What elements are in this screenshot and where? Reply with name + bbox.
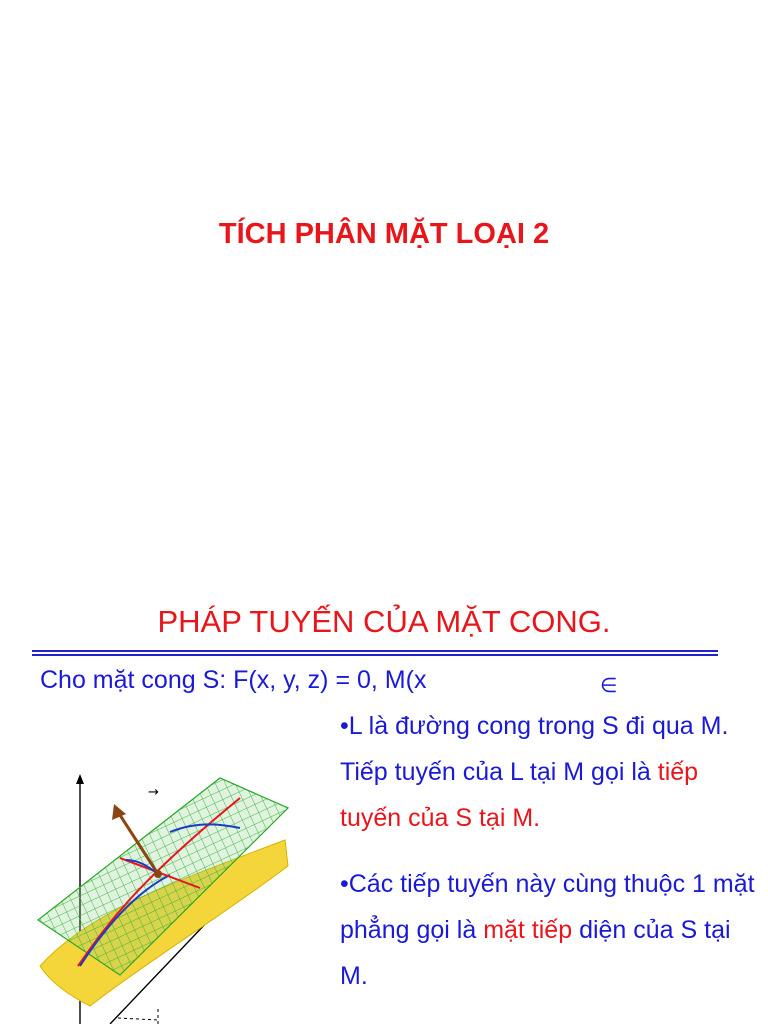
bullet-highlight: mặt tiếp: [483, 916, 573, 944]
element-of-symbol: ∈: [600, 675, 618, 697]
heading-rule-bottom: [32, 654, 718, 656]
projection-line: [118, 1018, 158, 1020]
bullet-highlight: tiếp tuyến của S tại M.: [340, 758, 699, 832]
intro-text: Cho mặt cong S: F(x, y, z) = 0, M(x: [40, 666, 427, 694]
heading-rule-top: [32, 650, 718, 652]
bullet-text-after: diện của S tại M.: [340, 916, 731, 990]
point-m: [154, 870, 162, 878]
bullet-text: •L là đường cong trong S đi qua M. Tiếp tuyến của L tại M gọi là: [340, 712, 729, 786]
slide-title: TÍCH PHÂN MẶT LOẠI 2: [218, 218, 550, 250]
bullet-text: •Các tiếp tuyến này cùng thuộc 1 mặt phẳng gọi là: [340, 870, 755, 944]
normal-vector-arrowhead: [112, 804, 126, 820]
bullet-tangent-line: [340, 703, 765, 841]
bullet-tangent-plane: [340, 861, 765, 999]
z-axis-arrowhead: [76, 774, 84, 784]
section-heading: PHÁP TUYẾN CỦA MẶT CONG.: [157, 604, 611, 639]
vector-arrow-symbol: →: [148, 785, 159, 800]
tangent-plane-figure: [30, 770, 300, 1024]
